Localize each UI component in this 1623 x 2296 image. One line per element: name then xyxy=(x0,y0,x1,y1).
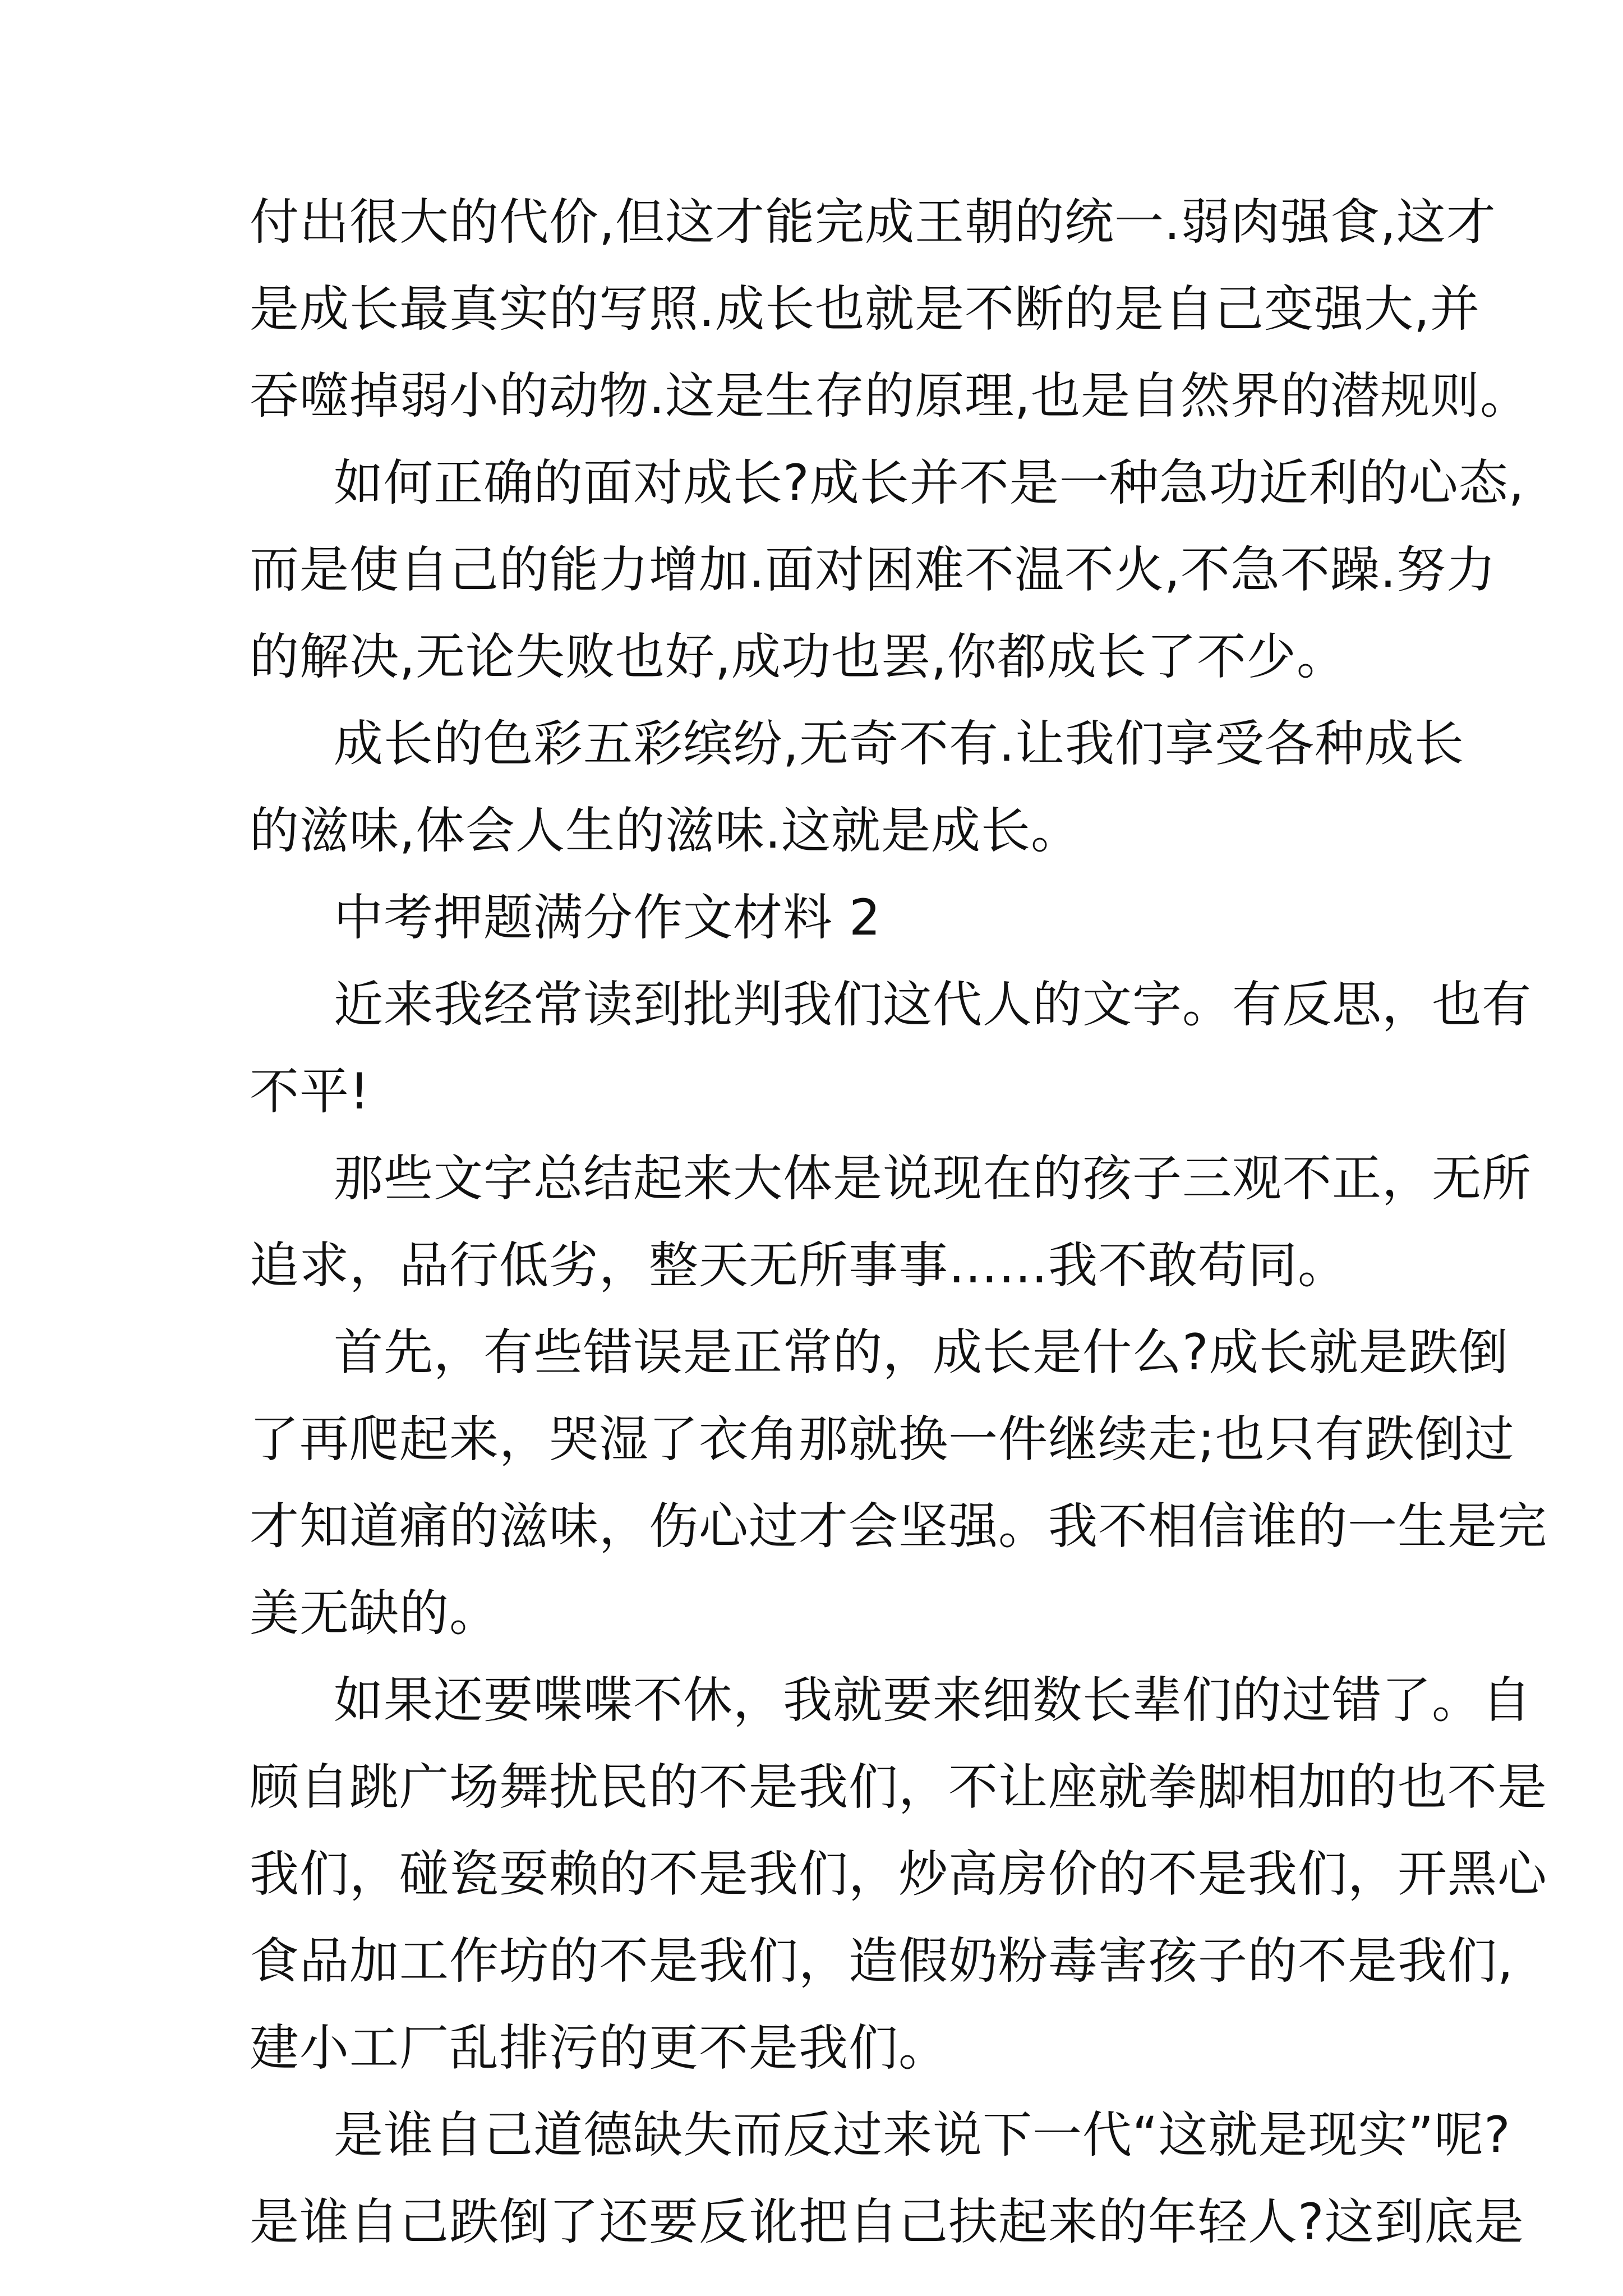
text-line: 追求，品行低劣，整天无所事事……我不敢苟同。 xyxy=(250,1236,1348,1294)
text-line: 美无缺的。 xyxy=(250,1584,500,1642)
paragraph-first-line: 首先，有些错误是正常的，成长是什么?成长就是跌倒 xyxy=(334,1323,1509,1381)
paragraph-first-line: 那些文字总结起来大体是说现在的孩子三观不正，无所 xyxy=(334,1149,1532,1207)
paragraph-first-line: 如何正确的面对成长?成长并不是一种急功近利的心态, xyxy=(334,454,1525,512)
text-line: 吞噬掉弱小的动物.这是生存的原理,也是自然界的潜规则。 xyxy=(250,367,1530,425)
text-line: 的解决,无论失败也好,成功也罢,你都成长了不少。 xyxy=(250,628,1347,685)
text-line: 是谁自己跌倒了还要反讹把自己扶起来的年轻人?这到底是 xyxy=(250,2193,1524,2251)
paragraph-first-line: 中考押题满分作文材料 2 xyxy=(334,889,881,946)
text-line: 付出很大的代价,但这才能完成王朝的统一.弱肉强食,这才 xyxy=(250,193,1496,251)
text-line: 建小工厂乱排污的更不是我们。 xyxy=(250,2019,949,2077)
text-line: 的滋味,体会人生的滋味.这就是成长。 xyxy=(250,802,1081,859)
paragraph-first-line: 近来我经常读到批判我们这代人的文字。有反思，也有 xyxy=(334,976,1532,1033)
essay-body xyxy=(250,178,1548,2265)
text-line: 不平! xyxy=(250,1062,370,1120)
paragraph-first-line: 成长的色彩五彩缤纷,无奇不有.让我们享受各种成长 xyxy=(334,715,1464,772)
text-line: 食品加工作坊的不是我们，造假奶粉毒害孩子的不是我们, xyxy=(250,1932,1514,1990)
paragraph-first-line: 如果还要喋喋不休，我就要来细数长辈们的过错了。自 xyxy=(334,1671,1532,1729)
paragraph-first-line: 是谁自己道德缺失而反过来说下一代“这就是现实”呢? xyxy=(334,2106,1511,2164)
text-line: 了再爬起来，哭湿了衣角那就换一件继续走;也只有跌倒过 xyxy=(250,1410,1515,1468)
text-line: 是成长最真实的写照.成长也就是不断的是自己变强大,并 xyxy=(250,280,1480,338)
text-line: 而是使自己的能力增加.面对困难不温不火,不急不躁.努力 xyxy=(250,541,1496,599)
text-line: 才知道痛的滋味，伤心过才会坚强。我不相信谁的一生是完 xyxy=(250,1497,1548,1555)
text-line: 我们，碰瓷耍赖的不是我们，炒高房价的不是我们，开黑心 xyxy=(250,1845,1548,1903)
text-line: 顾自跳广场舞扰民的不是我们，不让座就拳脚相加的也不是 xyxy=(250,1758,1548,1816)
